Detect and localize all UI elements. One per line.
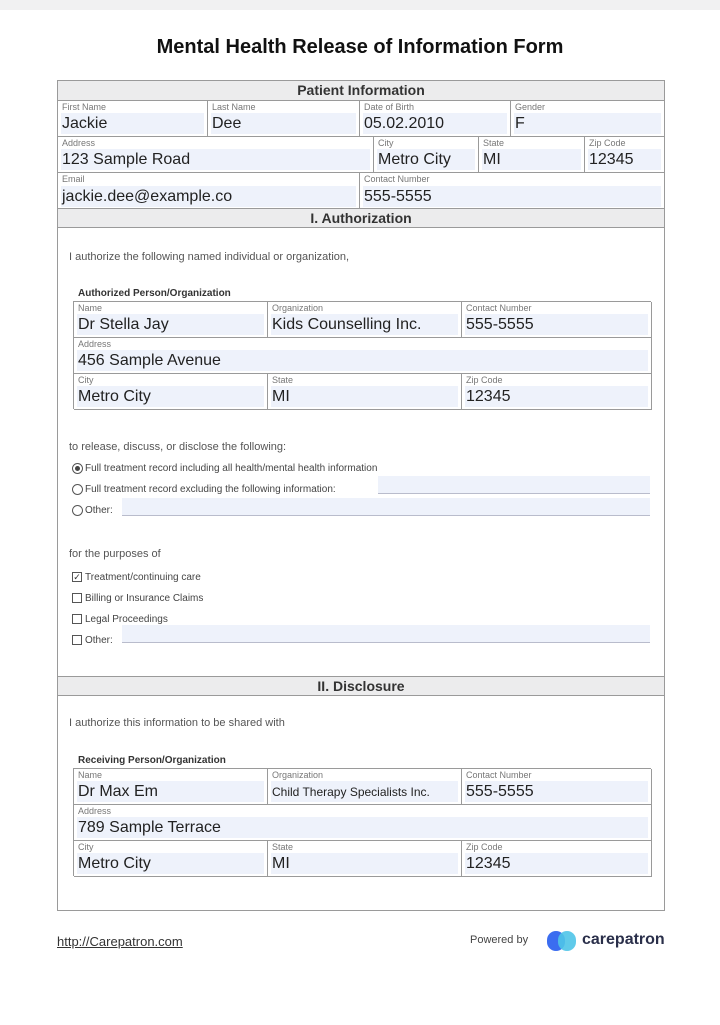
release-option-excluding[interactable] — [72, 482, 336, 496]
purpose-option-legal-label: Legal Proceedings — [85, 613, 168, 625]
recv-address-cell — [74, 805, 652, 841]
auth-org-cell — [268, 302, 462, 338]
auth-contact-label: Contact Number — [466, 303, 532, 313]
carepatron-link[interactable]: http://Carepatron.com — [57, 934, 183, 949]
recv-org-cell — [268, 769, 462, 805]
excluding-info-input[interactable] — [378, 476, 650, 494]
purpose-option-treatment-label: Treatment/continuing care — [85, 571, 201, 583]
last-name-cell — [208, 101, 360, 137]
email-label: Email — [62, 174, 85, 184]
receiving-table — [73, 768, 651, 876]
email-cell — [58, 173, 360, 209]
radio-selected-icon[interactable] — [72, 463, 83, 474]
release-option-other-label: Other: — [85, 504, 113, 516]
recv-contact-label: Contact Number — [466, 770, 532, 780]
release-option-excluding-label: Full treatment record excluding the following information: — [85, 483, 336, 495]
auth-zip-cell — [462, 374, 652, 410]
gender-cell — [511, 101, 664, 137]
checkbox-checked-icon[interactable]: ✓ — [73, 572, 81, 582]
first-name-label: First Name — [62, 102, 107, 112]
contact-cell — [360, 173, 664, 209]
carepatron-logo-icon — [546, 929, 578, 953]
auth-state-field[interactable]: MI — [271, 386, 458, 407]
recv-address-label: Address — [78, 806, 112, 816]
dob-label: Date of Birth — [364, 102, 415, 112]
purpose-option-treatment[interactable] — [72, 570, 201, 584]
auth-city-label: City — [78, 375, 94, 385]
purpose-text: for the purposes of — [69, 548, 161, 560]
disclosure-intro: I authorize this information to be shared with — [69, 717, 285, 729]
auth-org-label: Organization — [272, 303, 324, 313]
gender-field[interactable]: F — [514, 113, 661, 134]
first-name-cell — [58, 101, 208, 137]
state-label: State — [483, 138, 505, 148]
recv-state-field[interactable]: MI — [271, 853, 458, 874]
checkbox-icon[interactable] — [72, 614, 82, 624]
last-name-label: Last Name — [212, 102, 256, 112]
auth-zip-field[interactable]: 12345 — [465, 386, 648, 407]
recv-zip-cell — [462, 841, 652, 877]
recv-zip-field[interactable]: 12345 — [465, 853, 648, 874]
purpose-option-other-label: Other: — [85, 634, 113, 646]
recv-zip-label: Zip Code — [466, 842, 503, 852]
checkbox-icon[interactable] — [72, 593, 82, 603]
carepatron-brand-text: carepatron — [582, 931, 665, 948]
form-frame — [57, 80, 665, 911]
auth-contact-cell — [462, 302, 652, 338]
auth-name-cell — [74, 302, 268, 338]
recv-name-field[interactable]: Dr Max Em — [77, 781, 264, 802]
contact-label: Contact Number — [364, 174, 430, 184]
top-strip — [0, 0, 720, 10]
recv-city-label: City — [78, 842, 94, 852]
auth-zip-label: Zip Code — [466, 375, 503, 385]
recv-contact-field[interactable]: 555-5555 — [465, 781, 648, 802]
receiving-subheading: Receiving Person/Organization — [78, 755, 226, 766]
contact-field[interactable]: 555-5555 — [363, 186, 661, 207]
city-label: City — [378, 138, 394, 148]
last-name-field[interactable]: Dee — [211, 113, 356, 134]
dob-field[interactable]: 05.02.2010 — [363, 113, 507, 134]
purpose-option-other[interactable] — [72, 633, 113, 647]
recv-city-field[interactable]: Metro City — [77, 853, 264, 874]
authorized-table — [73, 301, 651, 409]
auth-address-label: Address — [78, 339, 112, 349]
auth-address-field[interactable]: 456 Sample Avenue — [77, 350, 648, 371]
authorization-heading: I. Authorization — [58, 208, 664, 228]
release-option-full[interactable] — [72, 461, 377, 475]
patient-info-heading: Patient Information — [58, 81, 664, 101]
purpose-other-input[interactable] — [122, 625, 650, 643]
recv-state-label: State — [272, 842, 294, 852]
first-name-field[interactable]: Jackie — [61, 113, 204, 134]
recv-contact-cell — [462, 769, 652, 805]
address-label: Address — [62, 138, 96, 148]
auth-contact-field[interactable]: 555-5555 — [465, 314, 648, 335]
recv-state-cell — [268, 841, 462, 877]
auth-name-field[interactable]: Dr Stella Jay — [77, 314, 264, 335]
recv-name-cell — [74, 769, 268, 805]
authorized-subheading: Authorized Person/Organization — [78, 288, 231, 299]
auth-name-label: Name — [78, 303, 103, 313]
purpose-option-billing[interactable] — [72, 591, 203, 605]
recv-org-field[interactable]: Child Therapy Specialists Inc. — [271, 781, 458, 802]
auth-state-cell — [268, 374, 462, 410]
state-cell — [479, 137, 585, 173]
page-title: Mental Health Release of Information Form — [156, 36, 564, 58]
disclosure-heading: II. Disclosure — [58, 676, 664, 696]
purpose-option-legal[interactable] — [72, 612, 168, 626]
recv-org-label: Organization — [272, 770, 324, 780]
recv-city-cell — [74, 841, 268, 877]
zip-label: Zip Code — [589, 138, 626, 148]
auth-state-label: State — [272, 375, 294, 385]
state-field[interactable]: MI — [482, 149, 581, 170]
release-other-input[interactable] — [122, 498, 650, 516]
zip-cell — [585, 137, 664, 173]
auth-city-field[interactable]: Metro City — [77, 386, 264, 407]
auth-address-cell — [74, 338, 652, 374]
auth-city-cell — [74, 374, 268, 410]
release-text: to release, discuss, or disclose the following: — [69, 441, 287, 453]
dob-cell — [360, 101, 511, 137]
purpose-option-billing-label: Billing or Insurance Claims — [85, 592, 204, 604]
city-field[interactable]: Metro City — [377, 149, 475, 170]
radio-icon[interactable] — [72, 505, 83, 516]
email-field[interactable]: jackie.dee@example.co — [61, 186, 356, 207]
powered-by-text: Powered by — [470, 934, 529, 946]
city-cell — [374, 137, 479, 173]
recv-address-field[interactable]: 789 Sample Terrace — [77, 817, 648, 838]
release-option-other[interactable] — [72, 503, 113, 517]
zip-field[interactable]: 12345 — [588, 149, 661, 170]
address-field[interactable]: 123 Sample Road — [61, 149, 370, 170]
checkbox-icon[interactable] — [72, 635, 82, 645]
gender-label: Gender — [515, 102, 546, 112]
recv-name-label: Name — [78, 770, 103, 780]
release-option-full-label: Full treatment record including all health/mental health information — [85, 462, 378, 474]
authorization-intro: I authorize the following named individual or organization, — [69, 251, 350, 263]
radio-icon[interactable] — [72, 484, 83, 495]
auth-org-field[interactable]: Kids Counselling Inc. — [271, 314, 458, 335]
address-cell — [58, 137, 374, 173]
